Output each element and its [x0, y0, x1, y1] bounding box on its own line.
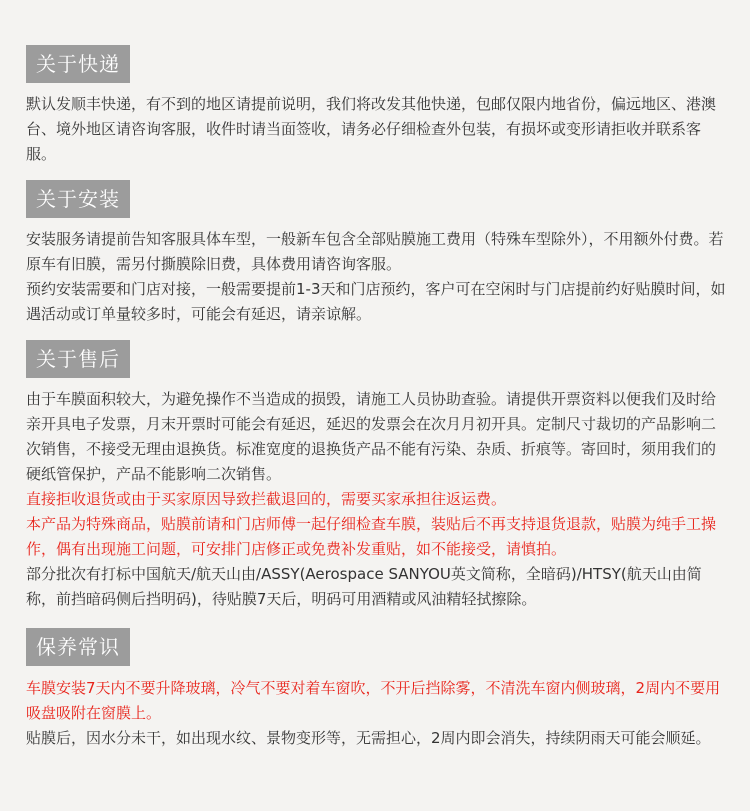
after-sales-paragraph-1: 由于车膜面积较大，为避免操作不当造成的损毁，请施工人员协助查验。请提供开票资料以便我们及时给亲开具电子发票，月末开票时可能会有延迟，延迟的发票会在次月月初开具。定制尺寸裁切的产品影响二次销售，不接受无理由退换货。标准宽度的退换货产品不能有污染、杂质、折痕等。寄回时，须用我们的硬纸管保护，产品不能影响二次销售。 — [26, 390, 717, 483]
section-title-express: 关于快递 — [26, 45, 130, 83]
after-sales-warning-return-shipping: 直接拒收退货或由于买家原因导致拦截退回的，需要买家承担往返运费。 — [26, 490, 507, 508]
install-paragraph-2: 预约安装需要和门店对接，一般需要提前1-3天和门店预约，客户可在空闲时与门店提前约好贴膜时间，如遇活动或订单量较多时，可能会有延迟，请亲谅解。 — [26, 280, 726, 323]
section-body-care — [26, 676, 728, 751]
section-body-install — [26, 227, 728, 327]
care-paragraph-2: 贴膜后，因水分未干，如出现水纹、景物变形等，无需担心，2周内即会消失，持续阴雨天可能会顺延。 — [26, 729, 711, 747]
express-paragraph-1: 默认发顺丰快递，有不到的地区请提前说明，我们将改发其他快递，包邮仅限内地省份，偏远地区、港澳台、境外地区请咨询客服，收件时请当面签收，请务必仔细检查外包装，有损坏或变形请拒收并联系客服。 — [26, 95, 717, 163]
after-sales-warning-special-product: 本产品为特殊商品，贴膜前请和门店师傅一起仔细检查车膜，装贴后不再支持退货退款，贴膜为纯手工操作，偶有出现施工问题，可安排门店修正或免费补发重贴，如不能接受，请慎拍。 — [26, 515, 717, 558]
install-paragraph-1: 安装服务请提前告知客服具体车型，一般新车包含全部贴膜施工费用（特殊车型除外），不用额外付费。若原车有旧膜，需另付撕膜除旧费，具体费用请咨询客服。 — [26, 230, 724, 273]
section-title-care: 保养常识 — [26, 628, 130, 666]
section-body-after-sales — [26, 387, 728, 612]
care-warning-paragraph: 车膜安装7天内不要升降玻璃，冷气不要对着车窗吹，不开后挡除雾，不清洗车窗内侧玻璃，2周内不要用吸盘吸附在窗膜上。 — [26, 679, 721, 722]
section-title-after-sales: 关于售后 — [26, 340, 130, 378]
section-title-install: 关于安装 — [26, 180, 130, 218]
after-sales-paragraph-markings: 部分批次有打标中国航天/航天山由/ASSY(Aerospace SANYOU英文简称，全暗码)/HTSY(航天山由简称，前挡暗码侧后挡明码)，待贴膜7天后，明码可用酒精或风油精轻拭擦除。 — [26, 565, 702, 608]
section-body-express — [26, 92, 728, 167]
